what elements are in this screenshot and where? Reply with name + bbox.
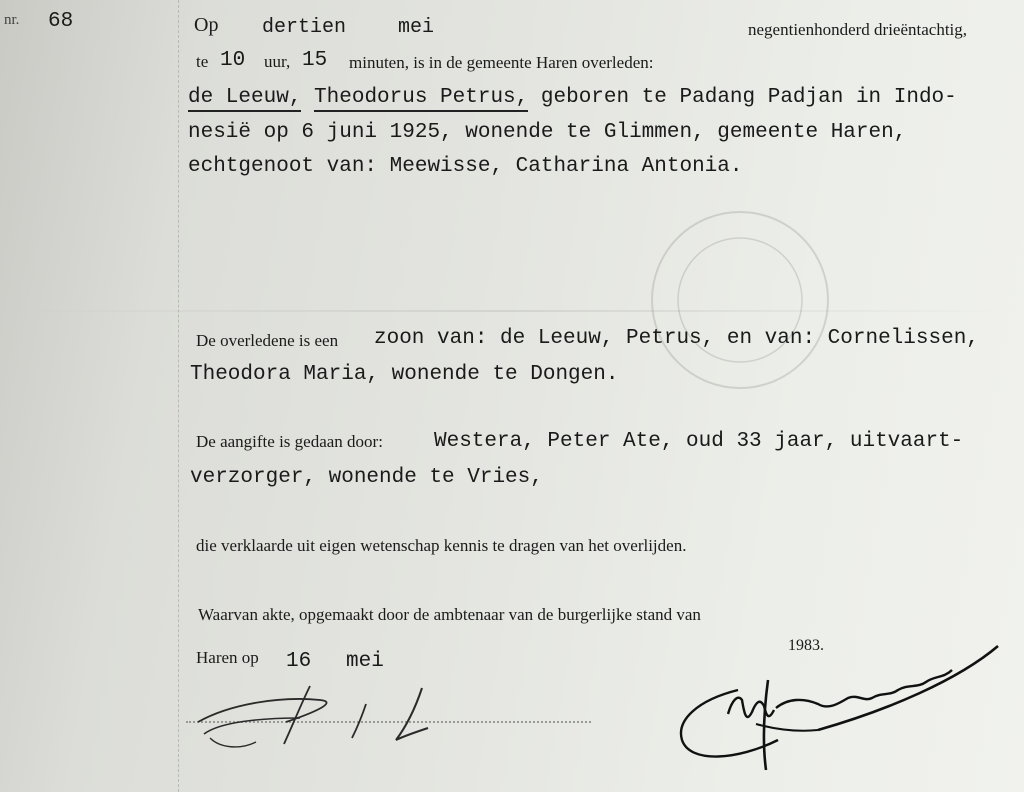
op-label: Op	[194, 14, 219, 36]
closing-line: Waarvan akte, opgemaakt door de ambtenaar van de burgerlijke stand van	[198, 605, 701, 624]
parents-line-1: zoon van: de Leeuw, Petrus, en van: Cornelissen,	[374, 327, 979, 350]
year-text: negentienhonderd drieëntachtig,	[748, 20, 968, 39]
month-text: mei	[398, 16, 435, 39]
deceased-birthplace: geboren te Padang Padjan in Indo-	[540, 86, 957, 109]
nr-label: nr.	[4, 12, 20, 28]
closing-year: 1983.	[788, 637, 824, 654]
minutes-value: 15	[302, 49, 328, 72]
ghost-stamp	[640, 200, 840, 400]
deceased-line-3: echtgenoot van: Meewisse, Catharina Antonia.	[188, 155, 743, 178]
day-text: dertien	[262, 16, 347, 39]
declarant-label: De aangifte is gedaan door:	[196, 432, 383, 451]
right-signature-icon	[668, 640, 1008, 780]
deceased-line-1	[188, 86, 957, 109]
place-label: Haren op	[196, 648, 259, 667]
parents-line-2: Theodora Maria, wonende te Dongen.	[190, 363, 619, 386]
nr-value: 68	[48, 10, 74, 33]
margin-rule	[178, 0, 179, 792]
declarant-line-1: Westera, Peter Ate, oud 33 jaar, uitvaart-	[434, 430, 964, 453]
parents-label: De overledene is een	[196, 331, 339, 350]
deceased-line-2: nesië op 6 juni 1925, wonende te Glimmen, gemeente Haren,	[188, 121, 907, 144]
left-signature-icon	[190, 682, 450, 762]
paper-fold	[0, 310, 1024, 312]
hour-value: 10	[220, 49, 246, 72]
uur-label: uur,	[264, 52, 291, 71]
declarant-line-2: verzorger, wonende te Vries,	[190, 466, 543, 489]
statement-line: die verklaarde uit eigen wetenschap kennis te dragen van het overlijden.	[196, 536, 687, 555]
time-line-rest: minuten, is in de gemeente Haren overleden:	[349, 53, 654, 72]
sign-month: mei	[346, 650, 384, 673]
te-label: te	[196, 52, 209, 71]
sign-day: 16	[286, 650, 312, 673]
deceased-given-names: Theodorus Petrus,	[314, 86, 528, 112]
deceased-surname: de Leeuw,	[188, 86, 301, 112]
